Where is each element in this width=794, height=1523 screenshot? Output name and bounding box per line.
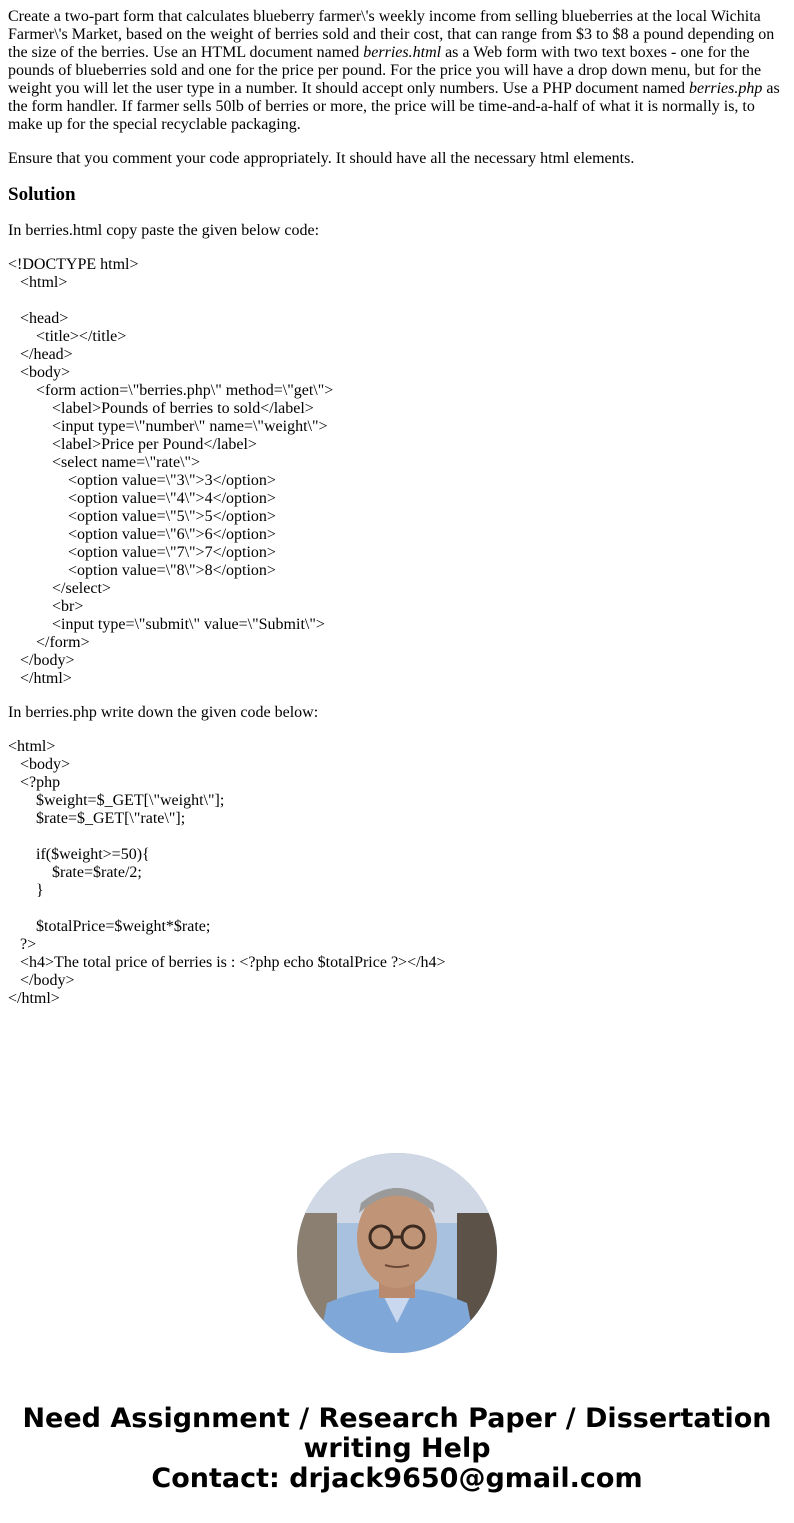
code-line: </head> — [8, 346, 73, 363]
code-line: <option value=\"7\">7</option> — [8, 544, 276, 561]
question-text-3: as the form handler. If farmer sells 50lb of berries or more, the price will be time-and-a-half of what it is normally is, to make up for the special recyclable packaging. — [8, 80, 780, 133]
code-line: <h4>The total price of berries is : <?php echo $totalPrice ?></h4> — [8, 954, 446, 971]
code-line: </form> — [8, 634, 90, 651]
banner-line-1: Need Assignment / Research Paper / Dissertation — [22, 1403, 772, 1434]
code-line: <body> — [8, 364, 71, 381]
code-line: </select> — [8, 580, 111, 597]
question-text-2: as a Web form with two text boxes - one for the pounds of blueberries sold and one for the price per pound. For the price you will have a drop down menu, but for the weight you will let the user type in a number. It should accept only numbers. Use a PHP document named — [8, 44, 762, 97]
html-intro: In berries.html copy paste the given below code: — [8, 222, 320, 239]
code-line: <br> — [8, 598, 84, 615]
code-line: <option value=\"4\">4</option> — [8, 490, 276, 507]
code-line: $totalPrice=$weight*$rate; — [8, 918, 211, 935]
code-line: <option value=\"8\">8</option> — [8, 562, 276, 579]
php-code-block — [8, 738, 786, 1008]
code-line: </html> — [8, 670, 72, 687]
code-line — [8, 828, 786, 846]
question-paragraph — [8, 8, 786, 134]
code-line: <option value=\"5\">5</option> — [8, 508, 276, 525]
code-line: <html> — [8, 738, 56, 755]
code-line: <option value=\"3\">3</option> — [8, 472, 276, 489]
code-line: <title></title> — [8, 328, 127, 345]
code-line: <option value=\"6\">6</option> — [8, 526, 276, 543]
code-line: <head> — [8, 310, 69, 327]
author-photo — [297, 1153, 497, 1353]
document-body — [8, 8, 786, 1024]
banner-line-2: writing Help — [303, 1433, 491, 1464]
code-line: <input type=\"submit\" value=\"Submit\"> — [8, 616, 325, 633]
code-line: <?php — [8, 774, 61, 791]
code-line — [8, 292, 786, 310]
code-line: ?> — [8, 936, 37, 953]
php-filename: berries.php — [689, 80, 763, 97]
code-line: } — [8, 882, 44, 899]
code-line: <select name=\"rate\"> — [8, 454, 201, 471]
code-line: </html> — [8, 990, 60, 1007]
code-line: </body> — [8, 972, 75, 989]
code-line: <html> — [8, 274, 68, 291]
comment-note: Ensure that you comment your code appropriately. It should have all the necessary html elements. — [8, 150, 635, 167]
code-line: <label>Pounds of berries to sold</label> — [8, 400, 314, 417]
code-line: <form action=\"berries.php\" method=\"get\"> — [8, 382, 334, 399]
code-line: <body> — [8, 756, 71, 773]
code-line: $rate=$rate/2; — [8, 864, 142, 881]
code-line: $rate=$_GET[\"rate\"]; — [8, 810, 186, 827]
code-line: $weight=$_GET[\"weight\"]; — [8, 792, 225, 809]
code-line: <input type=\"number\" name=\"weight\"> — [8, 418, 328, 435]
html-code-block — [8, 256, 786, 688]
html-filename: berries.html — [363, 44, 442, 61]
code-line: <label>Price per Pound</label> — [8, 436, 257, 453]
code-line: if($weight>=50){ — [8, 846, 150, 863]
banner-line-3: Contact: drjack9650@gmail.com — [151, 1463, 643, 1494]
code-line: </body> — [8, 652, 75, 669]
solution-heading: Solution — [8, 184, 76, 205]
php-intro: In berries.php write down the given code below: — [8, 704, 319, 721]
contact-banner — [0, 1404, 794, 1494]
question-text-1: Create a two-part form that calculates blueberry farmer\'s weekly income from selling blueberries at the local Wichita Farmer\'s Market, based on the weight of berries sold and their cost, that can range from $3 to $8 a pound depending on the size of the berries. Use an HTML document named — [8, 8, 775, 61]
code-line: <!DOCTYPE html> — [8, 256, 139, 273]
code-line — [8, 900, 786, 918]
